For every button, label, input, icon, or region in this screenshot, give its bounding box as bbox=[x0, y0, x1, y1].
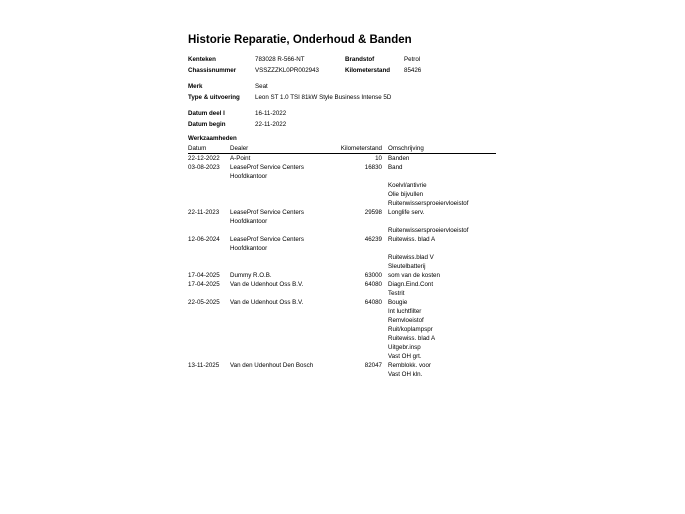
table-row bbox=[188, 361, 496, 379]
row-description: Int luchtfilter bbox=[388, 308, 422, 315]
row-dealer: Van den Udenhout Den Bosch bbox=[230, 362, 314, 369]
row-date: 17-04-2025 bbox=[188, 272, 220, 279]
row-description: Longlife serv. bbox=[388, 209, 425, 216]
info-row-merk bbox=[188, 82, 498, 93]
brandstof-label: Brandstof bbox=[345, 56, 375, 63]
row-km: 46239 bbox=[364, 236, 382, 243]
row-km: 16830 bbox=[364, 164, 382, 171]
column-header-km: Kilometerstand bbox=[340, 145, 382, 152]
row-description: Uitgebr.insp bbox=[388, 344, 421, 351]
row-date: 12-06-2024 bbox=[188, 236, 220, 243]
row-dealer: LeaseProf Service Centers bbox=[230, 209, 304, 216]
vehicle-info bbox=[188, 55, 498, 130]
row-date: 22-12-2022 bbox=[188, 155, 220, 162]
row-dealer: Hoofdkantoor bbox=[230, 245, 268, 252]
row-description: Diagn.Eind.Cont bbox=[388, 281, 434, 288]
row-description: Ruitewiss. blad A bbox=[388, 236, 436, 243]
table-row bbox=[188, 298, 496, 361]
row-dealer: A-Point bbox=[230, 155, 251, 162]
row-description: Vast OH grt. bbox=[388, 353, 422, 360]
datum-deel-value: 16-11-2022 bbox=[255, 110, 287, 117]
table-row bbox=[188, 235, 496, 271]
column-header-desc: Omschrijving bbox=[388, 145, 424, 152]
row-date: 03-08-2023 bbox=[188, 164, 220, 171]
row-date: 13-11-2025 bbox=[188, 362, 220, 369]
info-row-datum-begin bbox=[188, 120, 498, 131]
row-date: 22-11-2023 bbox=[188, 209, 220, 216]
column-header-dealer: Dealer bbox=[230, 145, 249, 152]
info-row-kenteken bbox=[188, 55, 498, 66]
table-row bbox=[188, 280, 496, 298]
row-km: 82047 bbox=[364, 362, 382, 369]
info-row-datum-deel bbox=[188, 109, 498, 120]
row-km: 64080 bbox=[364, 281, 382, 288]
type-value: Leon ST 1.0 TSI 81kW Style Business Intense 5D bbox=[255, 93, 392, 101]
kenteken-value: 783028 R-566-NT bbox=[255, 56, 305, 63]
row-dealer: Van de Udenhout Oss B.V. bbox=[230, 281, 304, 288]
row-description: Sleutelbatterij bbox=[388, 263, 426, 270]
row-description: som van de kosten bbox=[388, 272, 440, 279]
km-value: 85426 bbox=[404, 66, 422, 74]
row-dealer: LeaseProf Service Centers bbox=[230, 236, 304, 243]
row-dealer: Hoofdkantoor bbox=[230, 218, 268, 225]
row-description: Ruitenwissersproeiervloeistof bbox=[388, 200, 469, 207]
row-km: 63000 bbox=[364, 272, 382, 279]
row-description: Koelvl/antivrie bbox=[388, 182, 427, 189]
row-km: 29598 bbox=[364, 209, 382, 216]
datum-begin-value: 22-11-2022 bbox=[255, 120, 287, 128]
row-description: Testrit bbox=[388, 290, 405, 297]
row-dealer: Van de Udenhout Oss B.V. bbox=[230, 299, 304, 306]
chassis-value: VSSZZZKL0PR002943 bbox=[255, 66, 319, 74]
table-body bbox=[188, 154, 496, 379]
row-description: Ruit/koplampspr bbox=[388, 326, 433, 333]
km-label: Kilometerstand bbox=[345, 66, 391, 74]
row-description: Ruitewiss. blad A bbox=[388, 335, 436, 342]
merk-label: Merk bbox=[188, 83, 203, 90]
datum-begin-label: Datum begin bbox=[188, 120, 226, 128]
chassis-label: Chassisnummer bbox=[188, 66, 237, 74]
brandstof-value: Petrol bbox=[404, 56, 421, 63]
row-description: Banden bbox=[388, 155, 410, 162]
row-description: Ruitewiss.blad V bbox=[388, 254, 434, 261]
row-dealer: LeaseProf Service Centers bbox=[230, 164, 304, 171]
table-row bbox=[188, 271, 496, 280]
table-row bbox=[188, 154, 496, 163]
kenteken-label: Kenteken bbox=[188, 56, 216, 63]
column-header-date: Datum bbox=[188, 145, 207, 152]
row-date: 22-05-2025 bbox=[188, 299, 220, 306]
row-dealer: Dummy R.O.B. bbox=[230, 272, 272, 279]
row-km: 10 bbox=[375, 155, 382, 162]
info-row-type bbox=[188, 93, 498, 104]
row-km: 64080 bbox=[364, 299, 382, 306]
table-header bbox=[188, 144, 496, 154]
datum-deel-label: Datum deel I bbox=[188, 110, 225, 117]
type-label: Type & uitvoering bbox=[188, 93, 240, 101]
row-dealer: Hoofdkantoor bbox=[230, 173, 268, 180]
row-description: Ruitenwissersproeiervloeistof bbox=[388, 227, 469, 234]
document-page bbox=[188, 33, 498, 378]
page-title: Historie Reparatie, Onderhoud & Banden bbox=[188, 34, 412, 46]
row-description: Remblokk. voor bbox=[388, 362, 431, 369]
row-description: Band bbox=[388, 164, 403, 171]
table-row bbox=[188, 163, 496, 208]
row-description: Vast OH kln. bbox=[388, 371, 423, 378]
werkzaamheden-heading: Werkzaamheden bbox=[188, 135, 237, 142]
row-date: 17-04-2025 bbox=[188, 281, 220, 288]
row-description: Bougie bbox=[388, 299, 408, 306]
info-row-chassis bbox=[188, 66, 498, 77]
row-description: Olie bijvullen bbox=[388, 191, 424, 198]
table-row bbox=[188, 208, 496, 235]
werkzaamheden-table bbox=[188, 144, 496, 379]
row-description: Remvloeistof bbox=[388, 317, 424, 324]
merk-value: Seat bbox=[255, 83, 268, 90]
